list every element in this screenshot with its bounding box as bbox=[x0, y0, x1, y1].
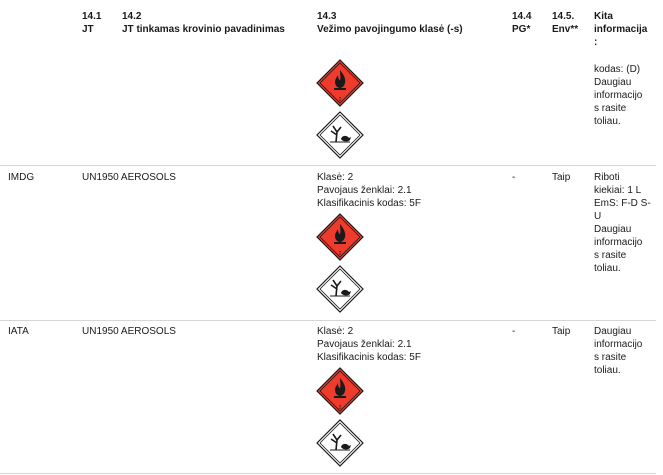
class-line: Klasė: 2 bbox=[317, 326, 354, 337]
other-info-line: informacijo bbox=[594, 90, 643, 101]
other-info-line: informacijo bbox=[594, 237, 643, 248]
header-shipping-name bbox=[122, 10, 285, 36]
header-other-info-line3: : bbox=[594, 37, 598, 48]
other-info-line: kiekiai: 1 L bbox=[594, 185, 642, 196]
row-iata-other-info bbox=[594, 325, 642, 377]
header-other-info-line2: informacija bbox=[594, 24, 648, 35]
class-line: Klasifikacinis kodas: 5F bbox=[317, 198, 421, 209]
header-environment bbox=[552, 10, 578, 36]
class-number-label: 2 bbox=[338, 405, 342, 411]
row-divider bbox=[0, 473, 656, 474]
header-environment-label: Env** bbox=[552, 24, 579, 35]
other-info-line: s rasite bbox=[594, 352, 627, 363]
row0-other-info bbox=[594, 63, 642, 128]
row-imdg-un-name: UN1950 AEROSOLS bbox=[82, 172, 176, 183]
class-line: Klasė: 2 bbox=[317, 172, 354, 183]
class-number-label: 2 bbox=[338, 97, 342, 103]
row-iata-class bbox=[317, 325, 421, 364]
header-other-info-line1: Kita bbox=[594, 11, 613, 22]
header-un-number-label: JT bbox=[82, 24, 94, 35]
flammable-gas-icon bbox=[316, 59, 364, 107]
other-info-line: Daugiau bbox=[594, 77, 632, 88]
other-info-line: s rasite bbox=[594, 250, 627, 261]
environment-hazard-icon bbox=[316, 265, 364, 313]
row-imdg-env: Taip bbox=[552, 172, 571, 183]
row-imdg-pg: - bbox=[512, 172, 516, 183]
other-info-line: toliau. bbox=[594, 365, 621, 376]
header-hazard-class-num: 14.3 bbox=[317, 11, 337, 22]
other-info-line: s rasite bbox=[594, 103, 627, 114]
header-packing-group-label: PG* bbox=[512, 24, 531, 35]
flammable-gas-icon bbox=[316, 213, 364, 261]
header-environment-num: 14.5. bbox=[552, 11, 575, 22]
row-iata-pg: - bbox=[512, 326, 516, 337]
class-line: Pavojaus ženklai: 2.1 bbox=[317, 339, 412, 350]
row-divider bbox=[0, 165, 656, 166]
header-un-number bbox=[82, 10, 101, 36]
class-line: Klasifikacinis kodas: 5F bbox=[317, 352, 421, 363]
header-hazard-class bbox=[317, 10, 463, 36]
header-other-info bbox=[594, 10, 647, 49]
other-info-line: kodas: (D) bbox=[594, 64, 641, 75]
class-line: Pavojaus ženklai: 2.1 bbox=[317, 185, 412, 196]
header-shipping-name-num: 14.2 bbox=[122, 11, 142, 22]
other-info-line: toliau. bbox=[594, 263, 621, 274]
header-packing-group bbox=[512, 10, 531, 36]
row-imdg-mode: IMDG bbox=[8, 172, 35, 183]
environment-hazard-icon bbox=[316, 111, 364, 159]
other-info-line: Daugiau bbox=[594, 224, 632, 235]
row-iata-env: Taip bbox=[552, 326, 571, 337]
other-info-line: informacijo bbox=[594, 339, 643, 350]
other-info-line: U bbox=[594, 211, 602, 222]
row-iata-mode: IATA bbox=[8, 326, 29, 337]
row-imdg-other-info bbox=[594, 171, 651, 275]
other-info-line: Riboti bbox=[594, 172, 620, 183]
other-info-line: toliau. bbox=[594, 116, 621, 127]
header-un-number-num: 14.1 bbox=[82, 11, 102, 22]
header-hazard-class-label: Vežimo pavojingumo klasė (-s) bbox=[317, 24, 463, 35]
row-divider bbox=[0, 320, 656, 321]
header-packing-group-num: 14.4 bbox=[512, 11, 532, 22]
class-number-label: 2 bbox=[338, 251, 342, 257]
row-imdg-class bbox=[317, 171, 421, 210]
row-iata-un-name: UN1950 AEROSOLS bbox=[82, 326, 176, 337]
other-info-line: Daugiau bbox=[594, 326, 632, 337]
flammable-gas-icon bbox=[316, 367, 364, 415]
header-shipping-name-label: JT tinkamas krovinio pavadinimas bbox=[122, 24, 285, 35]
environment-hazard-icon bbox=[316, 419, 364, 467]
other-info-line: EmS: F-D S- bbox=[594, 198, 651, 209]
